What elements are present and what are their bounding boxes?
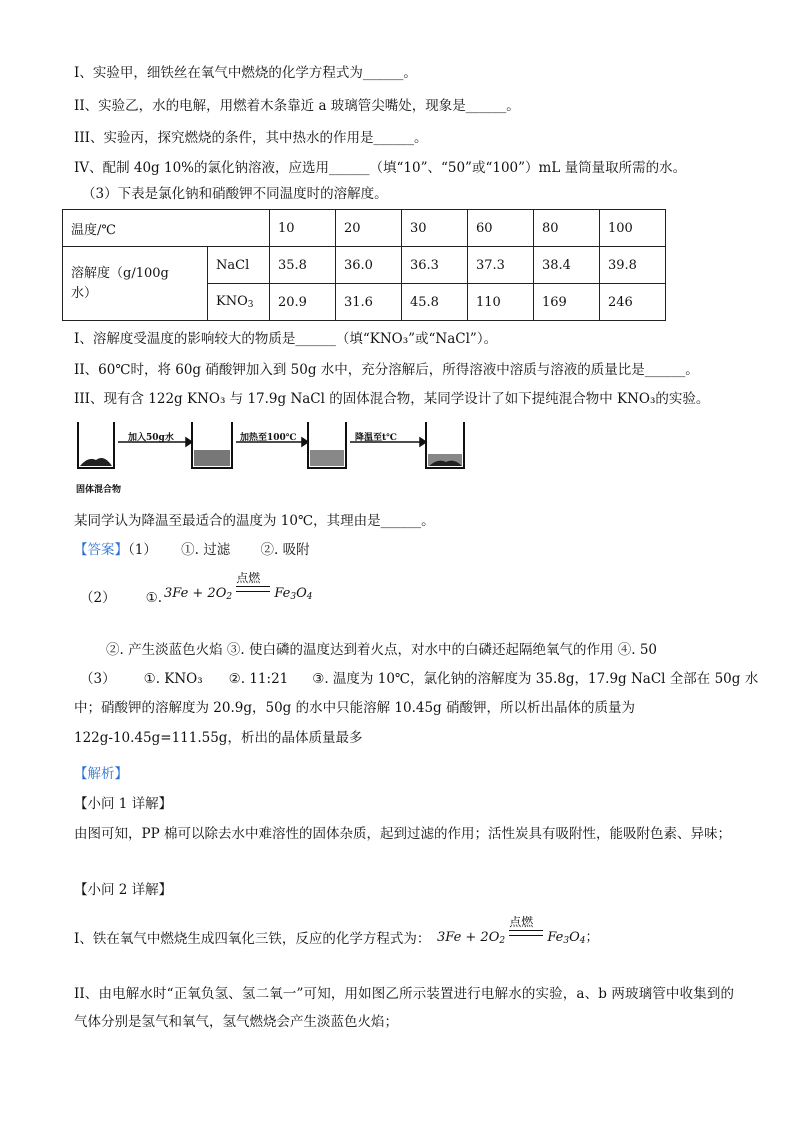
table-row [63, 247, 666, 284]
answer-line-6: 122g-10.45g=111.55g，析出的晶体质量最多 [74, 730, 363, 746]
table-cell: 37.3 [468, 247, 534, 284]
table-row [63, 210, 666, 247]
analysis-paragraph-2: I、铁在氧气中燃烧生成四氧化三铁，反应的化学方程式为： [74, 931, 431, 947]
table-cell: 20.9 [270, 284, 336, 321]
analysis-paragraph-1: 由图可知，PP 棉可以除去水中难溶性的固体杂质，起到过滤的作用；活性炭具有吸附性，能吸附色素、异味； [74, 826, 731, 842]
table-cell: 36.3 [402, 247, 468, 284]
solubility-table [62, 209, 666, 321]
answer-line-5: 中；硝酸钾的溶解度为 20.9g，50g 的水中只能溶解 10.45g 硝酸钾，所以析出晶体的质量为 [74, 700, 635, 716]
analysis-tag: 【解析】 [74, 766, 128, 782]
question-electrolysis: II、实验乙，水的电解，用燃着木条靠近 a 玻璃管尖嘴处，现象是______。 [74, 98, 520, 114]
step-cool: 降温至t℃ [355, 433, 397, 443]
solubility-label: 溶解度（g/100g [71, 265, 169, 281]
purification-diagram [74, 416, 474, 476]
table-cell: 39.8 [600, 247, 666, 284]
table-cell: 246 [600, 284, 666, 321]
table-cell: 10 [270, 210, 336, 247]
table-cell: 169 [534, 284, 600, 321]
solution-2 [194, 450, 230, 466]
table-cell: 30 [402, 210, 468, 247]
solubility-header [63, 247, 208, 321]
table-cell: 100 [600, 210, 666, 247]
answer-line-2: （2） ①. [80, 590, 162, 606]
solubility-label-cont: 水） [71, 285, 98, 301]
sub-question-2: 【小问 2 详解】 [74, 882, 173, 898]
part3-intro: （3）下表是氯化钠和硝酸钾不同温度时的溶解度。 [82, 186, 388, 202]
answer-line-3: ②. 产生淡蓝色火焰 ③. 使白磷的温度达到着火点，对水中的白磷还起隔绝氧气的作用 ④. 50 [106, 642, 658, 658]
sub-question-1: 【小问 1 详解】 [74, 796, 173, 812]
table-cell: 31.6 [336, 284, 402, 321]
table-cell: 35.8 [270, 247, 336, 284]
answer-line-1: 【答案】（1） ①. 过滤 ②. 吸附 [74, 542, 310, 558]
table-cell: 38.4 [534, 247, 600, 284]
question-reason: 某同学认为降温至最适合的温度为 10℃，其理由是______。 [74, 513, 435, 529]
question-purification: III、现有含 122g KNO₃ 与 17.9g NaCl 的固体混合物，某同学设计了如下提纯混合物中 KNO₃的实验。 [74, 391, 710, 407]
table-cell: 45.8 [402, 284, 468, 321]
question-iron-combustion: I、实验甲，细铁丝在氧气中燃烧的化学方程式为______。 [74, 65, 417, 81]
question-solubility-effect: I、溶解度受温度的影响较大的物质是______（填“KNO₃”或“NaCl”）。 [74, 331, 498, 347]
analysis-paragraph-3: II、由电解水时“正氧负氢、氢二氧一”可知，用如图乙所示装置进行电解水的实验，a、b 两玻璃管中收集到的气体分别是氢气和氧气，氢气燃烧会产生淡蓝色火焰； [74, 986, 734, 1030]
question-mass-ratio: II、60℃时，将 60g 硝酸钾加入到 50g 水中，充分溶解后，所得溶液中溶质与溶液的质量比是______。 [74, 362, 699, 378]
question-hot-water: III、实验丙，探究燃烧的条件，其中热水的作用是______。 [74, 130, 428, 146]
answer-tag: 【答案】 [74, 542, 128, 558]
kno3-label: $KNO_3$ [208, 284, 270, 321]
equation-iron-analysis: $3Fe + 2O_2$ 点燃 $Fe_3O_4$； [437, 915, 599, 946]
question-graduated-cylinder: IV、配制 40g 10%的氯化钠溶液，应选用______（填“10”、“50”或“100”）mL 量筒量取所需的水。 [74, 160, 687, 176]
table-cell: 36.0 [336, 247, 402, 284]
diagram-caption: 固体混合物 [76, 485, 122, 495]
table-cell: 60 [468, 210, 534, 247]
table-cell: 80 [534, 210, 600, 247]
temp-header: 温度/℃ [63, 210, 270, 247]
equation-iron: $3Fe + 2O_2$ 点燃 $Fe_3O_4$ [164, 571, 313, 602]
answer-line-4: （3） ①. KNO₃ ②. 11:21 ③. 温度为 10℃，氯化钠的溶解度为 35.8g，17.9g NaCl 全部在 50g 水 [80, 671, 759, 687]
solution-3 [310, 450, 344, 466]
step-heat: 加热至100℃ [240, 433, 297, 443]
table-cell: 20 [336, 210, 402, 247]
step-add-water: 加入50g水 [128, 433, 174, 443]
table-cell: 110 [468, 284, 534, 321]
solid-mixture [80, 458, 112, 466]
nacl-label: NaCl [208, 247, 270, 284]
